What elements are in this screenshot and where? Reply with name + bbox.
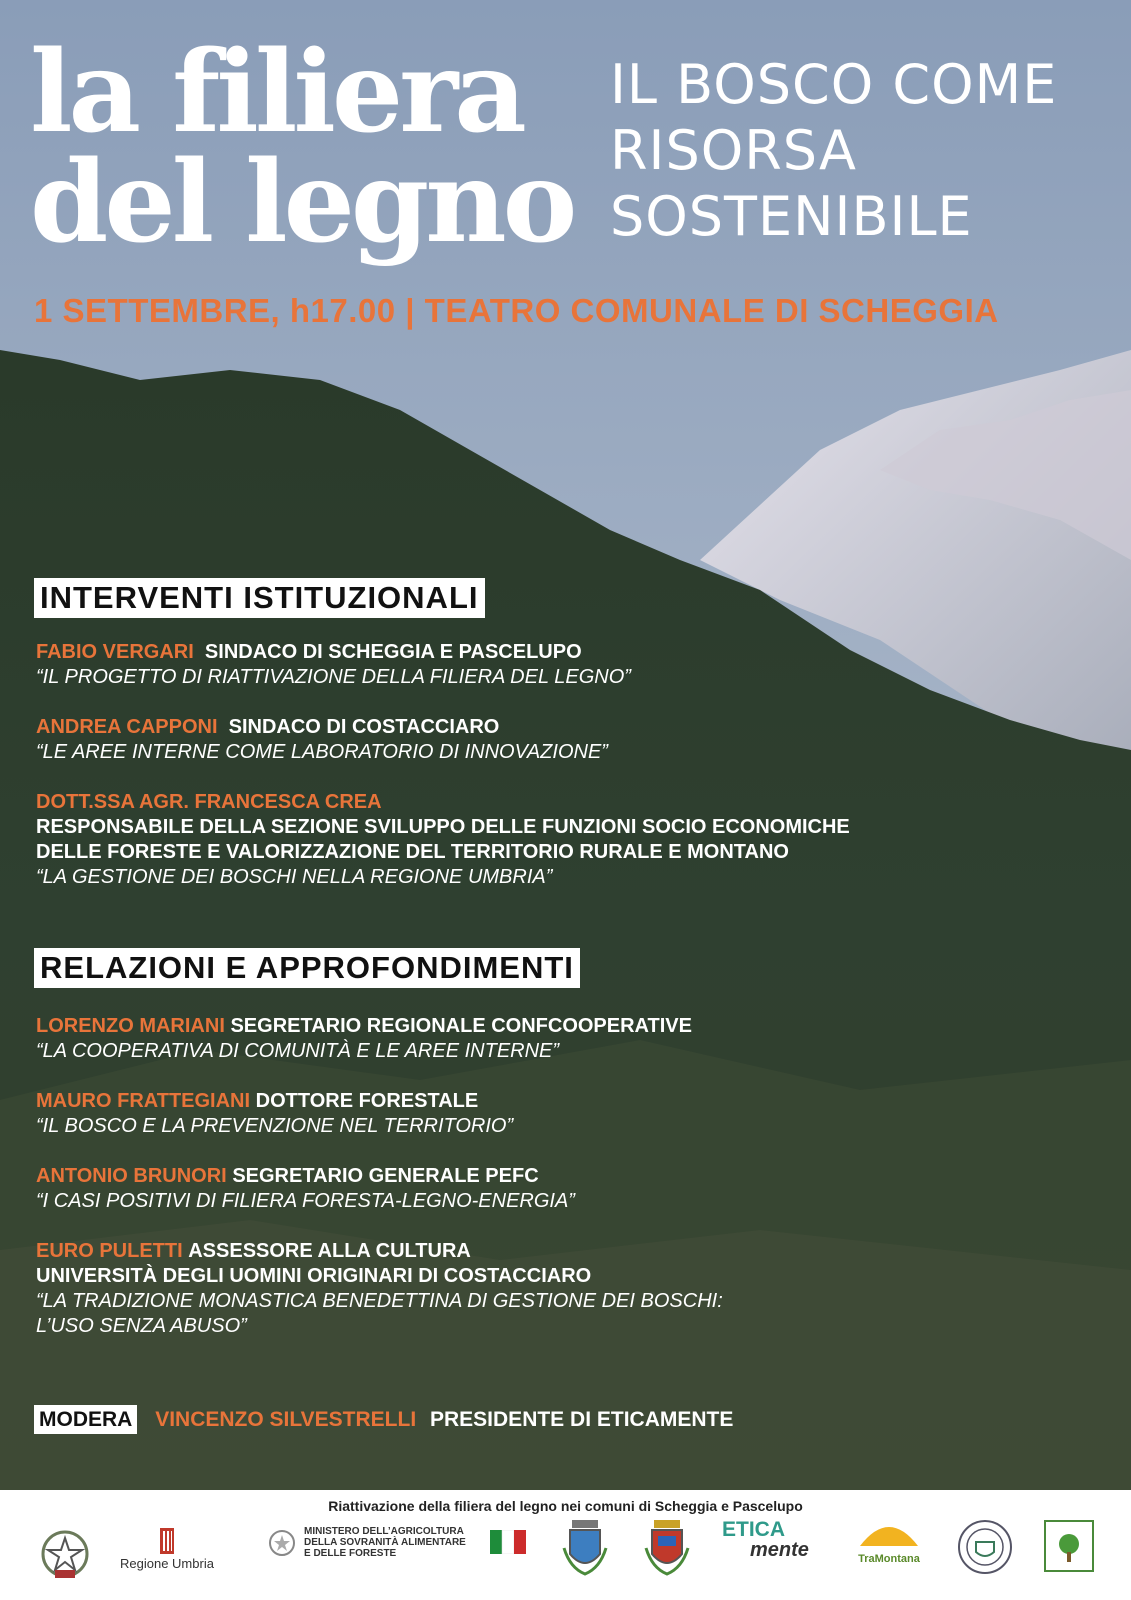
- moderator-tag: MODERA: [34, 1405, 137, 1434]
- talk-title: “I CASI POSITIVI DI FILIERA FORESTA-LEGNO-ENERGIA”: [36, 1190, 575, 1212]
- talk-title-line-2: L’USO SENZA ABUSO”: [36, 1315, 247, 1337]
- speaker-entry: [36, 1239, 723, 1339]
- moderator-row: [34, 1408, 733, 1432]
- speaker-role: SINDACO DI COSTACCIARO: [228, 716, 500, 738]
- event-date-location: 1 SETTEMBRE, h17.00 | TEATRO COMUNALE DI SCHEGGIA: [34, 292, 999, 329]
- speaker-role: SEGRETARIO REGIONALE CONFCOOPERATIVE: [230, 1015, 692, 1037]
- section-title-reports: RELAZIONI E APPROFONDIMENTI: [34, 948, 580, 988]
- university-seal-icon: [956, 1518, 1014, 1581]
- regione-umbria-logo-icon: [152, 1526, 182, 1556]
- speaker-entry: [36, 790, 850, 890]
- speaker-role-line-1: RESPONSABILE DELLA SEZIONE SVILUPPO DELLE FUNZIONI SOCIO ECONOMICHE: [36, 816, 850, 838]
- tramontana-logo-icon: [858, 1516, 920, 1565]
- talk-title: “IL BOSCO E LA PREVENZIONE NEL TERRITORIO”: [36, 1115, 514, 1137]
- title-line-1: la filiera: [30, 27, 523, 158]
- ministero-line-2: DELLA SOVRANITÀ ALIMENTARE: [304, 1537, 466, 1548]
- speaker-entry: [36, 1014, 692, 1064]
- speaker-name: LORENZO MARIANI: [36, 1015, 225, 1037]
- talk-title: “LE AREE INTERNE COME LABORATORIO DI INNOVAZIONE”: [36, 741, 608, 763]
- subtitle-line-3: SOSTENIBILE: [610, 185, 973, 248]
- talk-title: “LA GESTIONE DEI BOSCHI NELLA REGIONE UMBRIA”: [36, 866, 553, 888]
- ministero-line-3: E DELLE FORESTE: [304, 1548, 397, 1559]
- speaker-role: SEGRETARIO GENERALE PEFC: [232, 1165, 539, 1187]
- footer-caption: Riattivazione della filiera del legno nei comuni di Scheggia e Pascelupo: [328, 1498, 803, 1514]
- speaker-role: SINDACO DI SCHEGGIA E PASCELUPO: [204, 641, 582, 663]
- speaker-entry: [36, 640, 631, 690]
- ministero-logo: [268, 1526, 466, 1559]
- section-title-institutional: INTERVENTI ISTITUZIONALI: [34, 578, 485, 618]
- speaker-role: ASSESSORE ALLA CULTURA: [188, 1240, 471, 1262]
- poster-title: [30, 27, 574, 268]
- talk-title: “LA COOPERATIVA DI COMUNITÀ E LE AREE INTERNE”: [36, 1040, 560, 1062]
- moderator-role: PRESIDENTE DI ETICAMENTE: [430, 1408, 734, 1431]
- tramontana-label: TraMontana: [858, 1553, 920, 1565]
- speaker-name: FABIO VERGARI: [36, 641, 194, 663]
- speaker-role-line-2: UNIVERSITÀ DEGLI UOMINI ORIGINARI DI COSTACCIARO: [36, 1265, 592, 1287]
- speaker-name: EURO PULETTI: [36, 1240, 183, 1262]
- speaker-entry: [36, 1089, 513, 1139]
- poster-subtitle: [610, 52, 1057, 250]
- eticamente-etica: ETICA: [722, 1518, 785, 1541]
- eticamente-logo-icon: [722, 1520, 809, 1560]
- republic-emblem-icon: [40, 1526, 90, 1587]
- ministry-emblem-icon: [268, 1529, 296, 1557]
- ministero-line-1: MINISTERO DELL’AGRICOLTURA: [304, 1526, 464, 1537]
- regione-umbria-label: Regione Umbria: [120, 1556, 214, 1571]
- speaker-entry: [36, 1164, 575, 1214]
- moderator-name: VINCENZO SILVESTRELLI: [155, 1408, 417, 1431]
- regione-umbria-logo: [120, 1526, 214, 1571]
- speaker-name: ANTONIO BRUNORI: [36, 1165, 227, 1187]
- speaker-role: DOTTORE FORESTALE: [255, 1090, 479, 1112]
- municipal-crest-2-icon: [644, 1518, 690, 1581]
- talk-title: “IL PROGETTO DI RIATTIVAZIONE DELLA FILIERA DEL LEGNO”: [36, 666, 631, 688]
- municipal-crest-icon: [562, 1518, 608, 1581]
- speaker-name: ANDREA CAPPONI: [36, 716, 218, 738]
- speaker-entry: [36, 715, 608, 765]
- speaker-name: DOTT.SSA AGR. FRANCESCA CREA: [36, 791, 382, 813]
- italian-flag-icon: [490, 1530, 526, 1559]
- title-line-2: del legno: [30, 137, 574, 268]
- speaker-role-line-2: DELLE FORESTE E VALORIZZAZIONE DEL TERRITORIO RURALE E MONTANO: [36, 841, 789, 863]
- talk-title-line-1: “LA TRADIZIONE MONASTICA BENEDETTINA DI GESTIONE DEI BOSCHI:: [36, 1290, 723, 1312]
- eticamente-mente: mente: [750, 1539, 809, 1561]
- speaker-name: MAURO FRATTEGIANI: [36, 1090, 251, 1112]
- subtitle-line-1: IL BOSCO COME: [610, 53, 1058, 116]
- subtitle-line-2: RISORSA: [610, 119, 857, 182]
- la-faggeta-logo-icon: [1044, 1520, 1094, 1577]
- sponsor-footer: [0, 1490, 1131, 1600]
